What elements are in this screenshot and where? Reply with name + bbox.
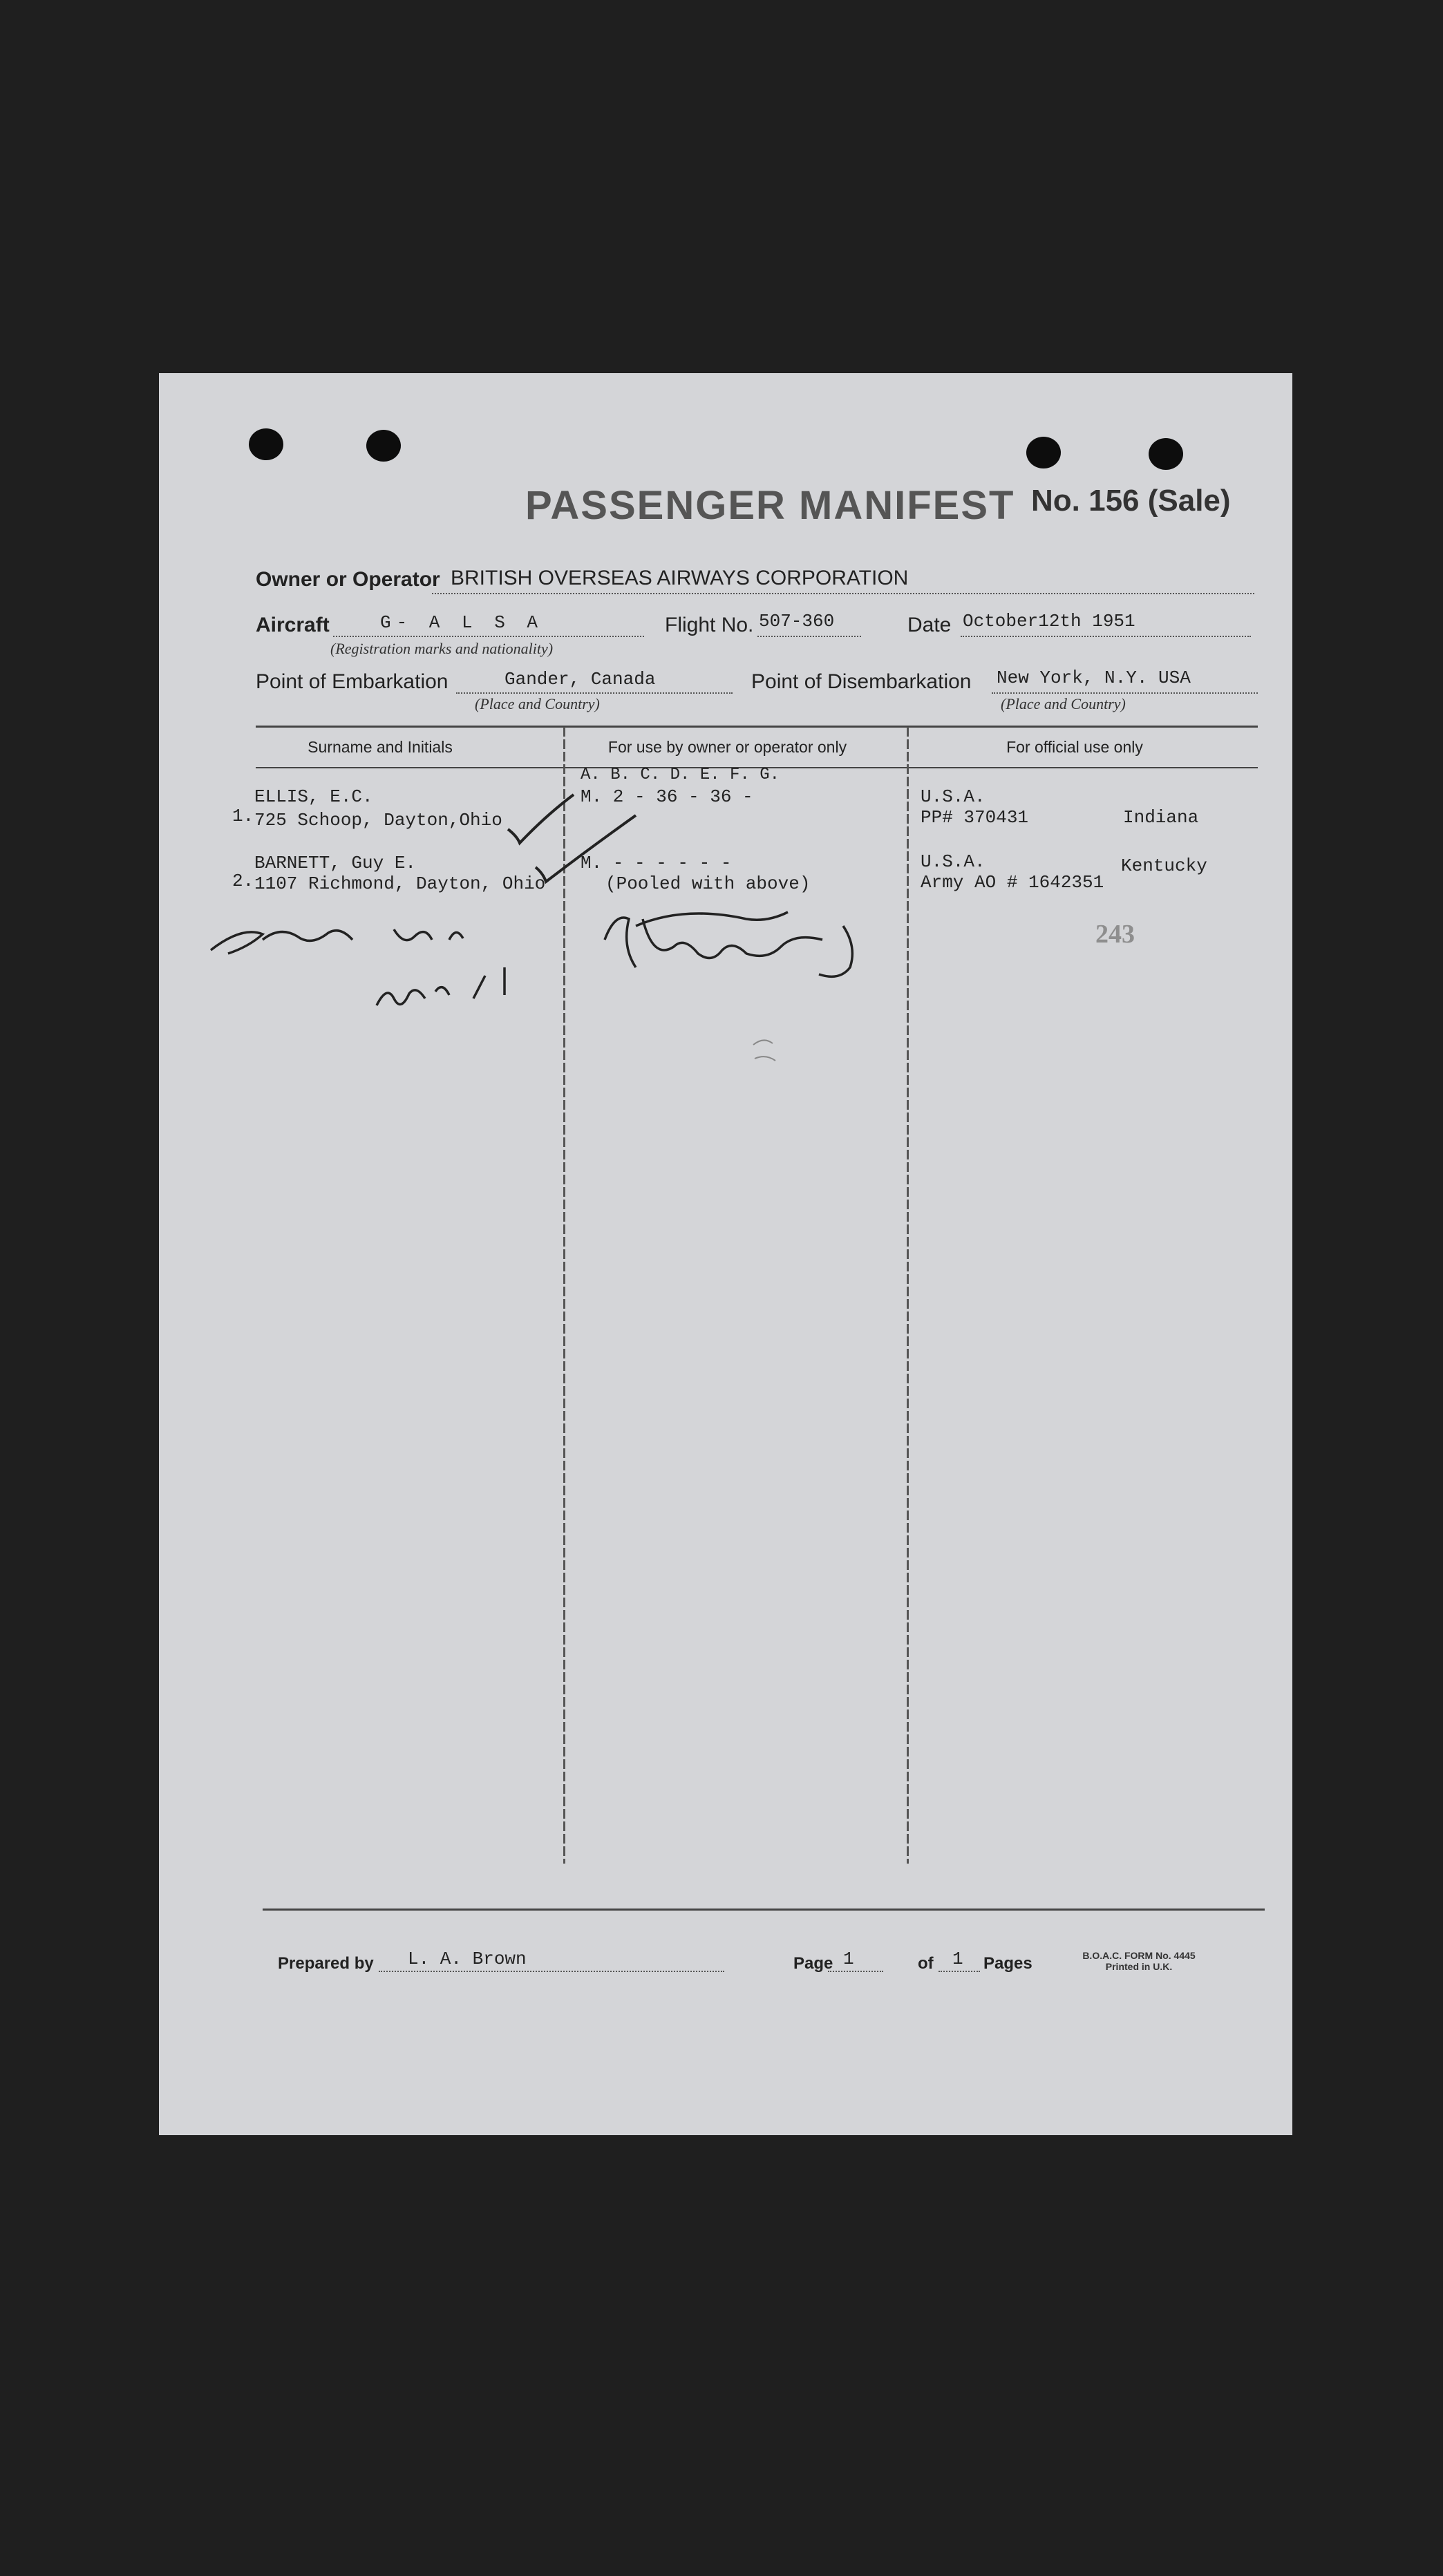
prepared-by-label: Prepared by bbox=[278, 1954, 374, 1973]
date-value: October12th 1951 bbox=[963, 611, 1135, 632]
of-rule bbox=[939, 1971, 980, 1972]
passenger-state: Indiana bbox=[1123, 807, 1199, 828]
date-label: Date bbox=[907, 614, 952, 636]
handwritten-annotations bbox=[159, 373, 1292, 2135]
owner-value: BRITISH OVERSEAS AIRWAYS CORPORATION bbox=[451, 567, 909, 589]
disembarkation-value: New York, N.Y. USA bbox=[997, 667, 1191, 688]
passenger-number: 1. bbox=[232, 806, 254, 826]
code-letters: A. B. C. D. E. F. G. bbox=[581, 766, 780, 784]
column-header-official-use: For official use only bbox=[1006, 738, 1143, 756]
prepared-by-value: L. A. Brown bbox=[408, 1949, 527, 1969]
embarkation-label: Point of Embarkation bbox=[256, 670, 449, 693]
of-label: of bbox=[918, 1954, 934, 1973]
embarkation-note: (Place and Country) bbox=[475, 695, 600, 712]
aircraft-note: (Registration marks and nationality) bbox=[330, 640, 554, 657]
page-value: 1 bbox=[843, 1949, 854, 1969]
page-label: Page bbox=[793, 1954, 833, 1973]
passenger-address: 1107 Richmond, Dayton, Ohio bbox=[254, 873, 546, 894]
passenger-document: Army AO # 1642351 bbox=[921, 872, 1104, 893]
prepared-by-rule bbox=[379, 1971, 724, 1972]
form-number-note bbox=[1070, 1950, 1208, 1972]
disembarkation-label: Point of Disembarkation bbox=[751, 670, 972, 693]
passenger-address: 725 Schoop, Dayton,Ohio bbox=[254, 810, 502, 831]
of-value: 1 bbox=[952, 1949, 963, 1969]
flight-label: Flight No. bbox=[665, 614, 754, 636]
form-number-line: B.O.A.C. FORM No. 4445 bbox=[1082, 1950, 1196, 1961]
column-header-owner-use: For use by owner or operator only bbox=[607, 738, 847, 756]
pooled-note: (Pooled with above) bbox=[605, 873, 811, 894]
passenger-name: ELLIS, E.C. bbox=[254, 786, 373, 807]
passenger-document: PP# 370431 bbox=[921, 807, 1029, 828]
footer-rule bbox=[263, 1909, 1265, 1911]
printed-in-line: Printed in U.K. bbox=[1105, 1961, 1173, 1972]
passenger-name: BARNETT, Guy E. bbox=[254, 853, 417, 873]
manifest-sheet bbox=[159, 373, 1292, 2135]
form-title: PASSENGER MANIFEST bbox=[525, 483, 1015, 528]
column-header-surname: Surname and Initials bbox=[308, 738, 453, 756]
passenger-nationality: U.S.A. bbox=[921, 786, 985, 807]
aircraft-label: Aircraft bbox=[256, 614, 330, 636]
aircraft-value: G- A L S A bbox=[380, 612, 544, 633]
passenger-nationality: U.S.A. bbox=[921, 851, 985, 872]
manifest-number: No. 156 (Sale) bbox=[1031, 484, 1231, 518]
pages-label: Pages bbox=[983, 1954, 1032, 1973]
passenger-number: 2. bbox=[232, 871, 254, 891]
code-values: M. - - - - - - bbox=[581, 853, 732, 873]
page-rule bbox=[828, 1971, 883, 1972]
code-values: M. 2 - 36 - 36 - bbox=[581, 786, 753, 807]
stamp-number: 243 bbox=[1095, 920, 1135, 949]
embarkation-value: Gander, Canada bbox=[504, 669, 656, 690]
flight-value: 507-360 bbox=[759, 611, 835, 632]
owner-label: Owner or Operator bbox=[256, 568, 440, 591]
disembarkation-note: (Place and Country) bbox=[1001, 695, 1126, 712]
passenger-state: Kentucky bbox=[1121, 855, 1207, 876]
